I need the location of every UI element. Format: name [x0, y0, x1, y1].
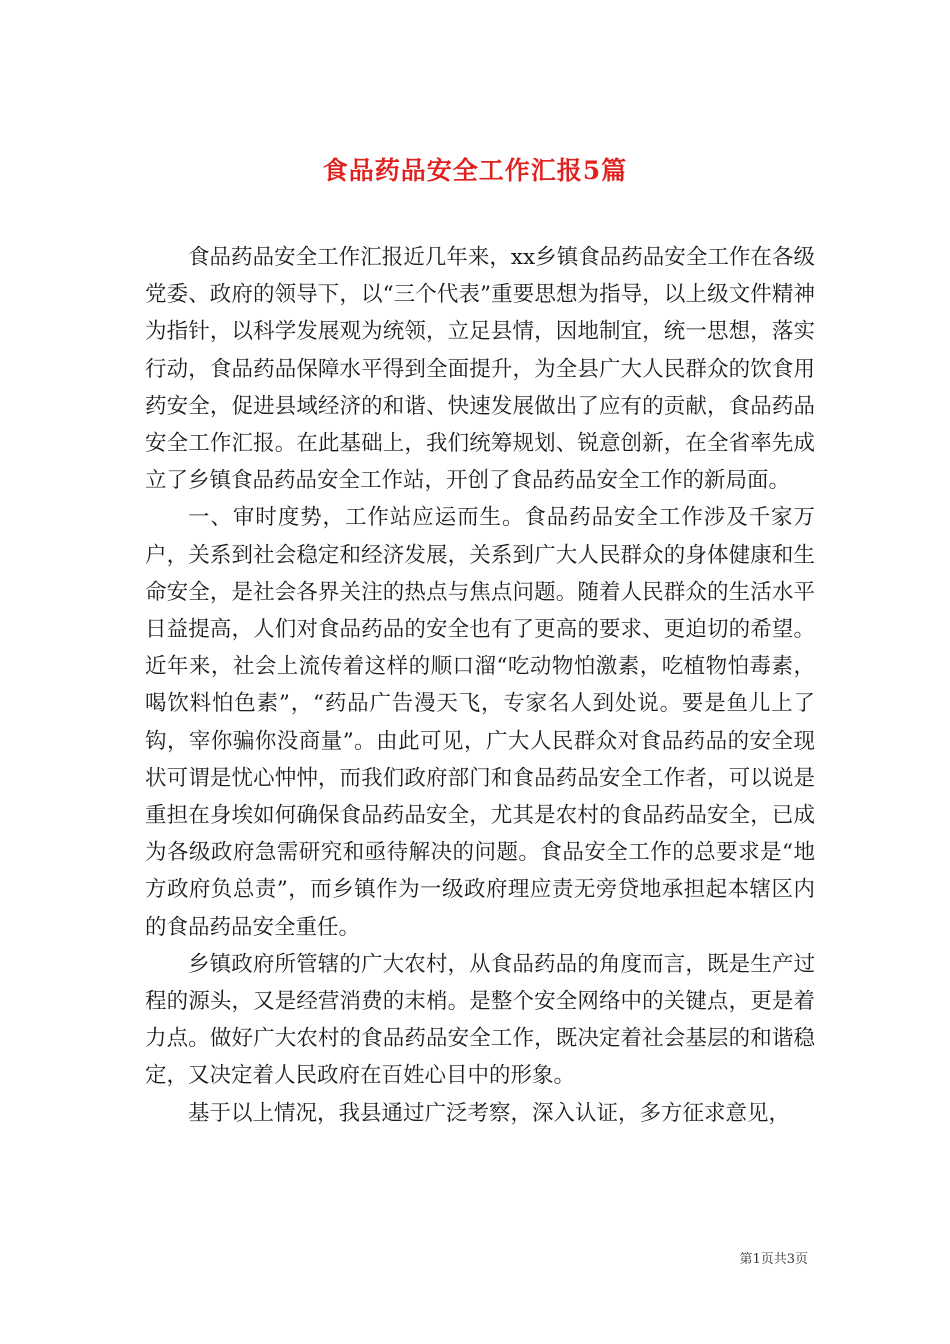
paragraph-rural-area: 乡镇政府所管辖的广大农村，从食品药品的角度而言，既是生产过程的源头，又是经营消费的末梢。是整个安全网络中的关键点，更是着力点。做好广大农村的食品药品安全工作，既决定着社会基层的和谐稳定，又决定着人民政府在百姓心目中的形象。: [145, 951, 815, 1089]
document-title: 食品药品安全工作汇报5篇: [322, 155, 628, 185]
paragraph-section-one: 一、审时度势，工作站应运而生。食品药品安全工作涉及千家万户，关系到社会稳定和经济发展，关系到广大人民群众的身体健康和生命安全，是社会各界关注的热点与焦点问题。随着人民群众的生活水平日益提高，人们对食品药品的安全也有了更高的要求、更迫切的希望。近年来，社会上流传着这样的顺口溜“吃动物怕激素，吃植物怕毒素，喝饮料怕色素”，“药品广告漫天飞，专家名人到处说。要是鱼儿上了钩，宰你骗你没商量”。由此可见，广大人民群众对食品药品的安全现状可谓是忧心忡忡，而我们政府部门和食品药品安全工作者，可以说是重担在身埃如何确保食品药品安全，尤其是农村的食品药品安全，已成为各级政府急需研究和亟待解决的问题。食品安全工作的总要求是“地方政府负总责”，而乡镇作为一级政府理应责无旁贷地承担起本辖区内的食品药品安全重任。: [145, 505, 815, 940]
page-number: 第1页共3页: [739, 1252, 808, 1267]
paragraph-intro: 食品药品安全工作汇报近几年来，xx乡镇食品药品安全工作在各级党委、政府的领导下，以“三个代表”重要思想为指导，以上级文件精神为指针，以科学发展观为统领，立足县情，因地制宜，统一思想，落实行动，食品药品保障水平得到全面提升，为全县广大人民群众的饮食用药安全，促进县域经济的和谐、快速发展做出了应有的贡献，食品药品安全工作汇报。在此基础上，我们统筹规划、锐意创新，在全省率先成立了乡镇食品药品安全工作站，开创了食品药品安全工作的新局面。: [145, 245, 815, 494]
document-body: [145, 239, 815, 1132]
paragraph-basis: 基于以上情况，我县通过广泛考察，深入认证，多方征求意见，: [188, 1100, 791, 1126]
